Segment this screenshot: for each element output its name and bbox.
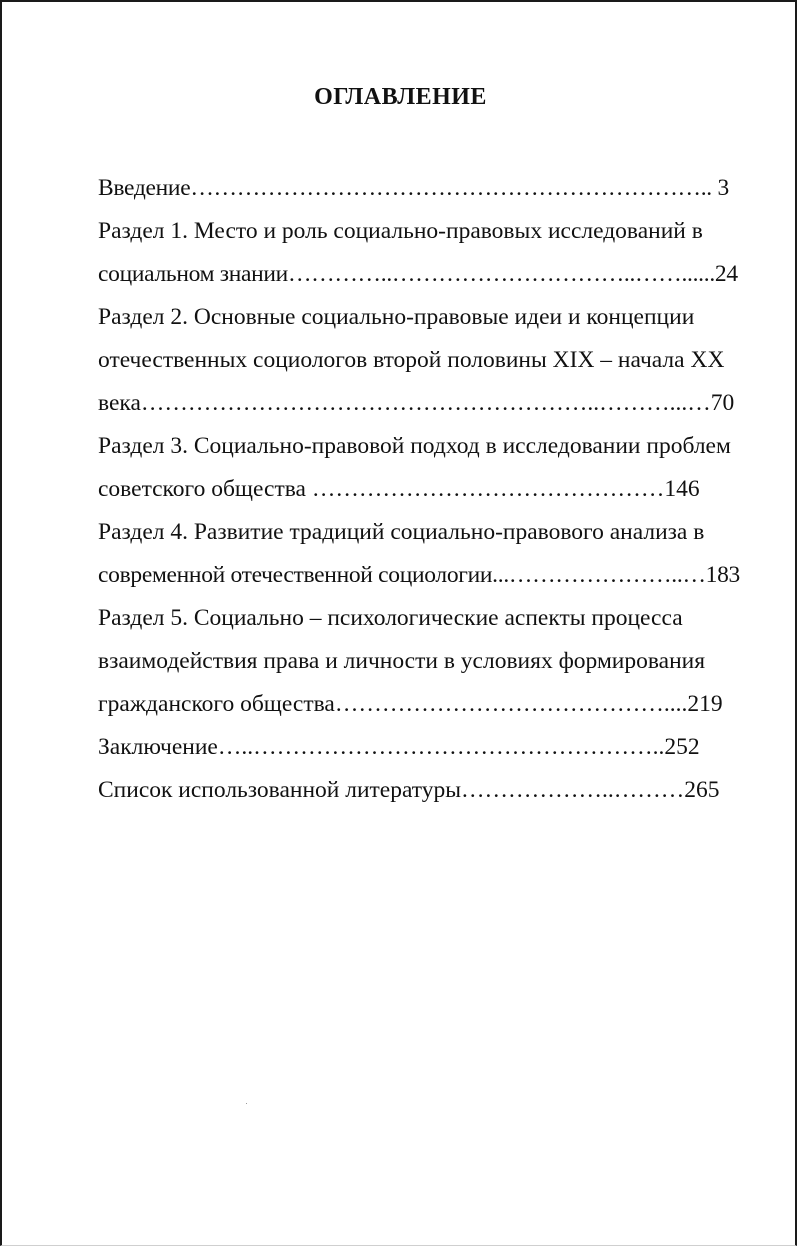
toc-line-section-3: Раздел 3. Социально-правовой подход в исследовании проблем xyxy=(98,433,731,459)
toc-line-section-5-cont: взаимодействия права и личности в условиях формирования xyxy=(98,648,706,674)
table-of-contents xyxy=(98,167,741,812)
toc-line-section-4-cont: современной отечественной социологии...…………………..…183 xyxy=(98,562,741,588)
toc-line-section-1: Раздел 1. Место и роль социально-правовых исследований в xyxy=(98,218,703,244)
toc-line-section-4: Раздел 4. Развитие традиций социально-правового анализа в xyxy=(98,519,705,545)
toc-line-section-2-end: века…………………………………………………..………...…70 xyxy=(98,390,735,416)
page-title: ОГЛАВЛЕНИЕ xyxy=(314,84,487,110)
toc-line-section-3-cont: советского общества ………………………………………146 xyxy=(98,476,700,502)
toc-line-references: Список использованной литературы………………..………265 xyxy=(98,777,720,803)
toc-line-section-5-end: гражданского общества……………………………………....219 xyxy=(98,691,723,717)
toc-line-section-5: Раздел 5. Социально – психологические аспекты процесса xyxy=(98,605,683,631)
scan-speck xyxy=(246,1103,247,1104)
toc-line-section-2-cont: отечественных социологов второй половины XIX – начала XX xyxy=(98,347,725,373)
toc-line-section-1-cont: социальном знании…………..…………………………..……......24 xyxy=(98,261,738,287)
toc-line-introduction: Введение………………………………………………………….. 3 xyxy=(98,175,729,201)
toc-line-section-2: Раздел 2. Основные социально-правовые идеи и концепции xyxy=(98,304,695,330)
toc-line-conclusion: Заключение…..……………………………………………..252 xyxy=(98,734,700,760)
